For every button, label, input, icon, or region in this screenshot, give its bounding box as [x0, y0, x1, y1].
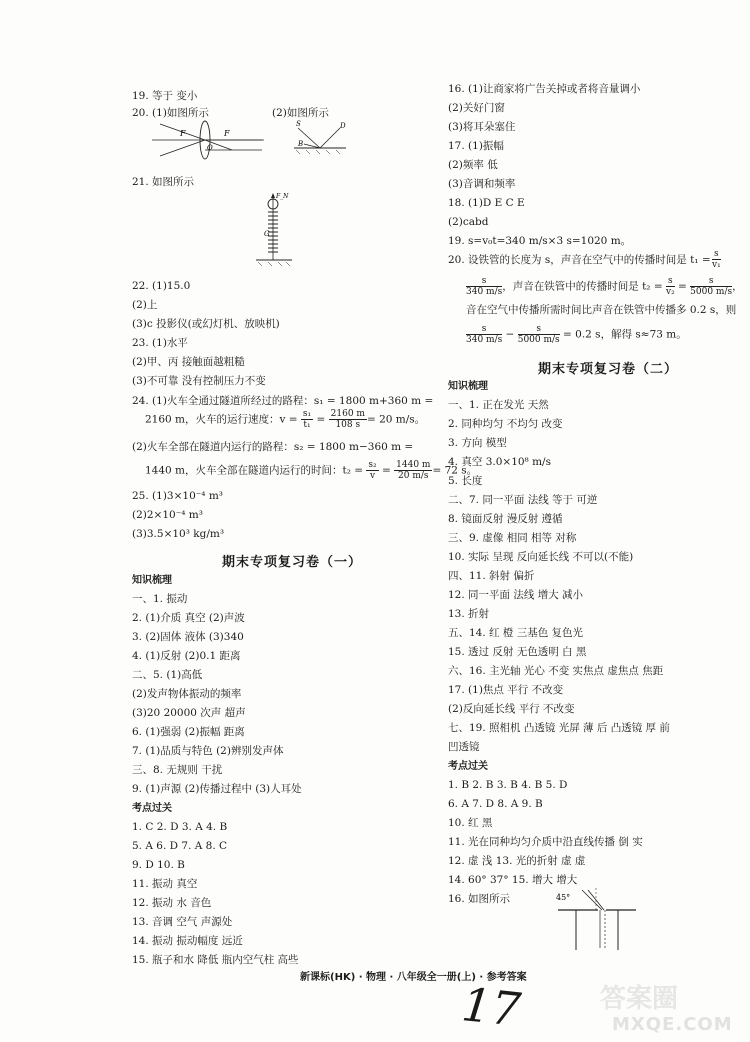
left-line: 一、1. 振动 — [132, 593, 188, 605]
angle-label: 45° — [556, 893, 571, 902]
left-line: 24. (1)火车全通过隧道所经过的路程：s₁ = 1800 m+360 m = — [132, 395, 434, 407]
handwritten-page-number: 17 — [459, 977, 524, 1037]
right-line: 考点过关 — [448, 761, 488, 772]
right-line: 10. 红 黑 — [448, 817, 493, 829]
optical-center-label: O — [207, 144, 213, 152]
source-label: S — [296, 120, 301, 128]
left-line: (3)3.5×10³ kg/m³ — [132, 528, 225, 540]
right-line: 四、11. 斜射 偏折 — [448, 570, 535, 582]
right-line: 11. 光在同种均匀介质中沿直线传播 倒 实 — [448, 836, 643, 848]
left-line: 19. 等于 变小 — [132, 90, 198, 102]
watermark-logo: 答案圈 — [600, 984, 679, 1014]
right-line: (2)反向延长线 平行 不改变 — [448, 703, 575, 715]
q24-time-line: 1440 m，火车全部在隧道内运行的时间：t₂ = $\frac{\text{s₂}}{v}$ = $\frac{1440 m}{20 m/s}$ = 72 s。 — [145, 460, 478, 481]
right-line: 六、16. 主光轴 光心 不变 实焦点 虚焦点 焦距 — [448, 665, 664, 677]
left-line: 7. (1)品质与特色 (2)辨别发声体 — [132, 745, 284, 757]
right-line: 五、14. 红 橙 三基色 复色光 — [448, 627, 584, 639]
right-line: (2)频率 低 — [448, 159, 498, 171]
right-line: 16. 如图所示 — [448, 893, 511, 905]
right-line: 三、9. 虚像 相同 相等 对称 — [448, 532, 577, 544]
r20-line3: 音在空气中传播所需时间比声音在铁管中传播多 0.2 s，则 — [466, 304, 737, 316]
right-line: 20. 设铁管的长度为 s，声音在空气中的传播时间是 t₁ = — [448, 254, 711, 266]
section-heading-1: 期末专项复习卷（一） — [222, 555, 363, 570]
right-line: 知识梳理 — [448, 381, 488, 392]
focus-label-left: F — [180, 129, 186, 138]
left-line: (2)甲、丙 接触面越粗糙 — [132, 356, 245, 368]
left-line: (3)c 投影仪(或幻灯机、放映机) — [132, 318, 280, 330]
right-line: 17. (1)焦点 平行 不改变 — [448, 684, 564, 696]
right-line: 19. s=v₀t=340 m/s×3 s=1020 m。 — [448, 235, 632, 247]
focus-label-right: F — [224, 129, 230, 138]
right-line: (2)关好门窗 — [448, 102, 505, 114]
light-slit-diagram — [552, 888, 642, 953]
right-line: 一、1. 正在发光 天然 — [448, 399, 549, 411]
watermark-url: MXQE.COM — [612, 1014, 733, 1035]
right-line: 17. (1)振幅 — [448, 140, 504, 152]
left-line: 11. 振动 真空 — [132, 878, 198, 890]
point-b-label: B — [298, 140, 304, 148]
right-line: 凹透镜 — [448, 741, 480, 753]
right-line: 15. 透过 反射 无色透明 白 黑 — [448, 646, 587, 658]
left-line: (2)火车全部在隧道内运行的路程：s₂ = 1800 m−360 m = — [132, 441, 414, 453]
left-line: 12. 振动 水 音色 — [132, 897, 212, 909]
left-line: (3)20 20000 次声 超声 — [132, 707, 246, 719]
left-line: 14. 振动 振动幅度 远近 — [132, 935, 243, 947]
left-line: 4. (1)反射 (2)0.1 距离 — [132, 650, 241, 662]
left-line: 25. (1)3×10⁻⁴ m³ — [132, 490, 224, 502]
left-line: 13. 音调 空气 声源处 — [132, 916, 233, 928]
right-line: 8. 镜面反射 漫反射 遵循 — [448, 513, 563, 525]
left-line: 9. (1)声源 (2)传播过程中 (3)人耳处 — [132, 783, 302, 795]
left-line: 2. (1)介质 真空 (2)声波 — [132, 612, 245, 624]
right-line: 5. 长度 — [448, 475, 483, 487]
q20-part2-label: (2)如图所示 — [272, 107, 329, 119]
point-d-label: D — [340, 122, 346, 130]
left-line: 3. (2)固体 液体 (3)340 — [132, 631, 244, 643]
page-footer: 新课标(HK) · 物理 · 八年级全一册(上) · 参考答案 — [300, 972, 527, 983]
r20-frac1: $\frac{s}{\text{v₁}}$ — [712, 249, 721, 270]
normal-force-label: F_N — [276, 193, 289, 200]
left-line: (2)2×10⁻⁴ m³ — [132, 509, 203, 521]
right-line: 13. 折射 — [448, 608, 490, 620]
right-line: 10. 实际 呈现 反向延长线 不可以(不能) — [448, 551, 634, 563]
section-heading-2: 期末专项复习卷（二） — [538, 362, 679, 377]
left-line: 二、5. (1)高低 — [132, 669, 203, 681]
left-line: 6. (1)强弱 (2)振幅 距离 — [132, 726, 245, 738]
left-line: 23. (1)水平 — [132, 337, 188, 349]
left-line: 20. (1)如图所示 — [132, 107, 209, 119]
right-line: (2)cabd — [448, 216, 489, 228]
mirror-reflection-diagram — [290, 120, 350, 160]
right-line: 6. A 7. D 8. A 9. B — [448, 798, 543, 810]
right-line: 二、7. 同一平面 法线 等于 可逆 — [448, 494, 598, 506]
right-line: (3)音调和频率 — [448, 178, 516, 190]
gravity-label: G — [264, 230, 270, 238]
left-line: 知识梳理 — [132, 575, 172, 586]
left-line: 考点过关 — [132, 803, 172, 814]
left-line: 三、8. 无规则 干扰 — [132, 764, 223, 776]
left-line: (3)不可靠 没有控制压力不变 — [132, 375, 266, 387]
left-line: 9. D 10. B — [132, 859, 185, 871]
lens-ray-diagram — [152, 120, 272, 170]
spring-force-diagram — [248, 190, 298, 270]
right-line: 3. 方向 模型 — [448, 437, 507, 449]
right-line: 2. 同种均匀 不均匀 改变 — [448, 418, 563, 430]
r20-line4: $\frac{s}{340 m/s}$ − $\frac{s}{5000 m/s}$ = 0.2 s，解得 s≈73 m。 — [466, 324, 687, 345]
right-line: (3)将耳朵塞住 — [448, 121, 516, 133]
left-line: 1. C 2. D 3. A 4. B — [132, 821, 228, 833]
q24-velocity-line: 2160 m，火车的运行速度：v = $\frac{\text{s₁}}{\text{t₁}}$ = $\frac{2160 m}{108 s}$ = 20 m/s。 — [145, 409, 426, 430]
right-line: 4. 真空 3.0×10⁸ m/s — [448, 456, 551, 468]
right-line: 12. 虚 浅 13. 光的折射 虚 虚 — [448, 855, 586, 867]
left-line: 5. A 6. D 7. A 8. C — [132, 840, 228, 852]
left-line: (2)发声物体振动的频率 — [132, 688, 242, 700]
right-line: 18. (1)D E C E — [448, 197, 525, 209]
right-line: 七、19. 照相机 凸透镜 光屏 薄 后 凸透镜 厚 前 — [448, 722, 670, 734]
right-line: 14. 60° 37° 15. 增大 增大 — [448, 874, 578, 886]
left-line: 15. 瓶子和水 降低 瓶内空气柱 高些 — [132, 954, 299, 966]
r20-line2: $\frac{s}{340 m/s}$ ，声音在铁管中的传播时间是 t₂ = $\frac{s}{\text{v₂}}$ = $\frac{s}{5000 m/s}$ ， — [466, 276, 743, 297]
left-line: 21. 如图所示 — [132, 176, 195, 188]
left-line: (2)上 — [132, 299, 158, 311]
right-line: 16. (1)让商家将广告关掉或者将音量调小 — [448, 83, 641, 95]
left-line: 22. (1)15.0 — [132, 280, 191, 292]
right-line: 12. 同一平面 法线 增大 减小 — [448, 589, 584, 601]
right-line: 1. B 2. B 3. B 4. B 5. D — [448, 779, 568, 791]
